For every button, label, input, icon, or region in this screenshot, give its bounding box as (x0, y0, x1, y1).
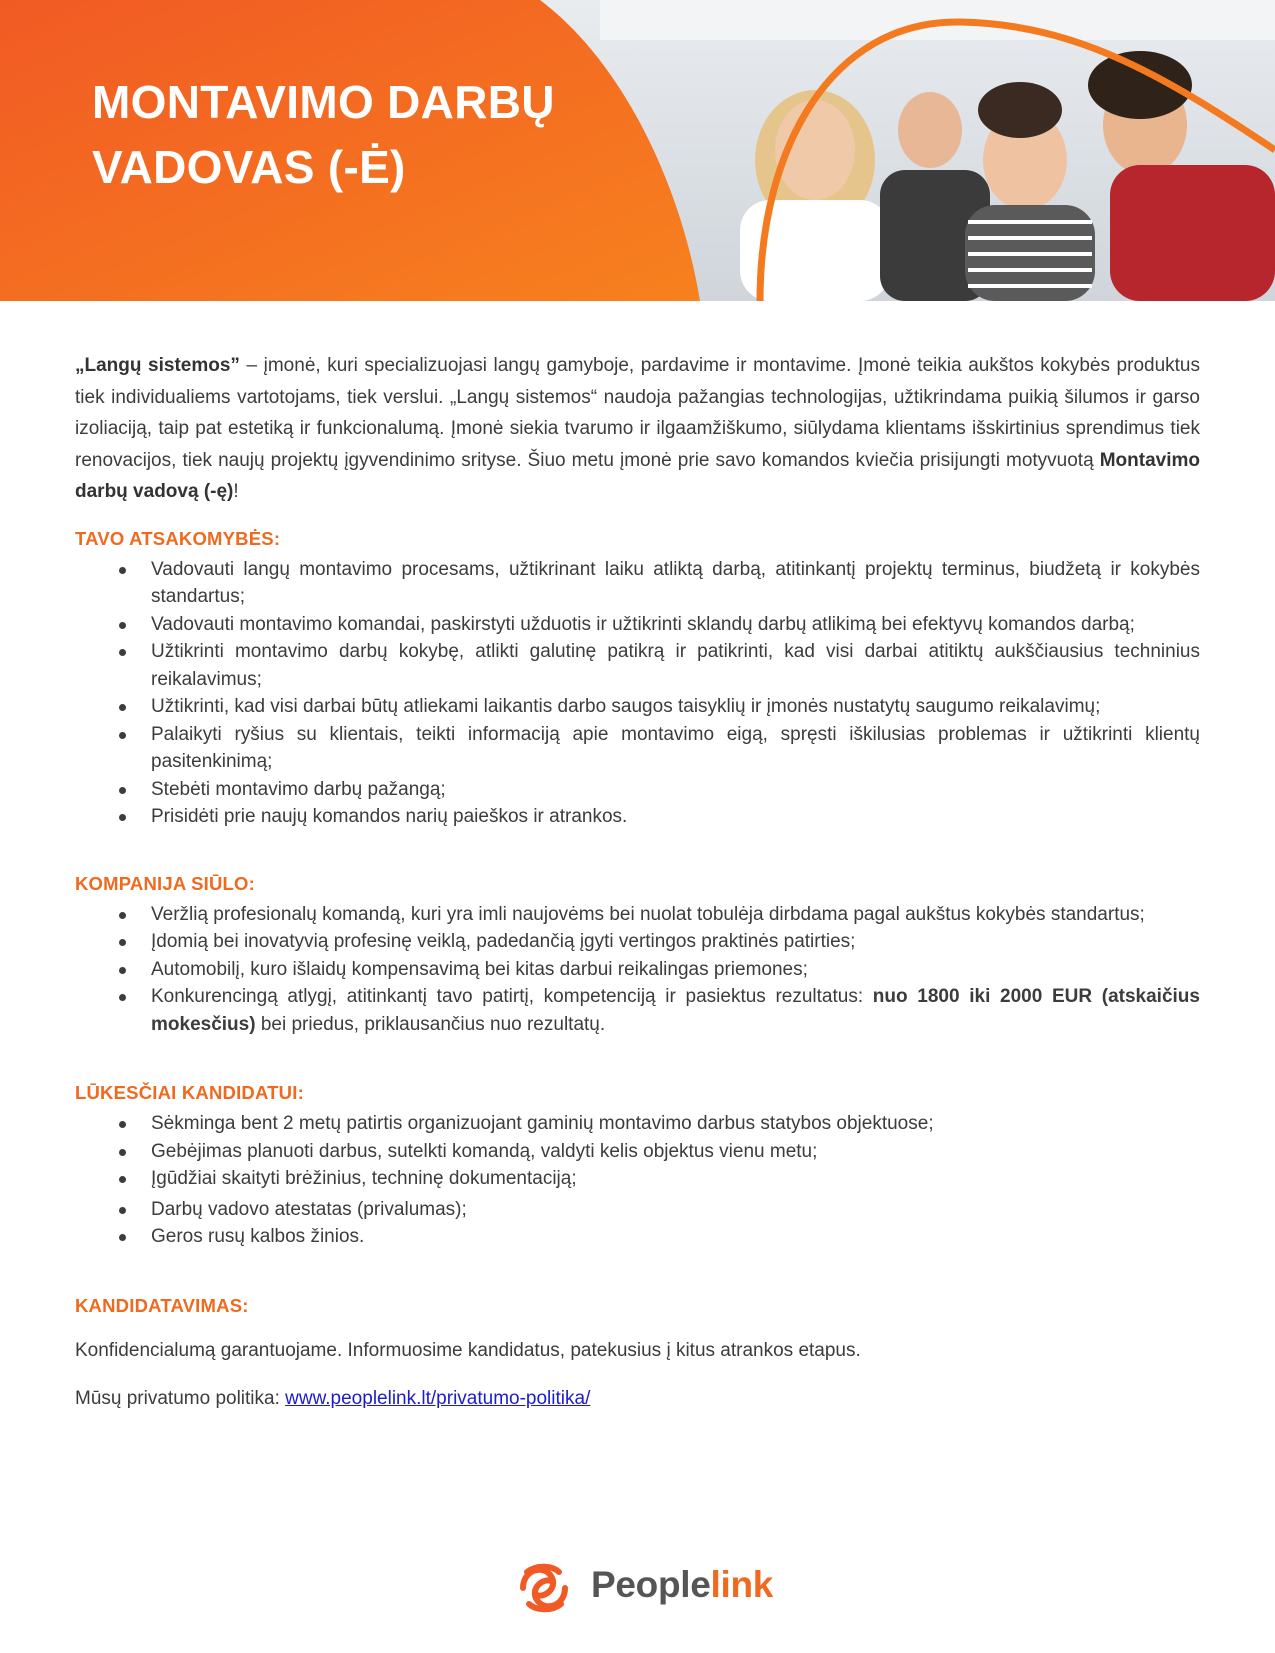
apply-text: Konfidencialumą garantuojame. Informuosime kandidatus, patekusius į kitus atrankos etapus. (75, 1339, 861, 1361)
logo-wordmark (591, 1564, 773, 1606)
list-item: Automobilį, kuro išlaidų kompensavimą bei kitas darbui reikalingas priemones; (75, 956, 1200, 984)
list-item: Užtikrinti, kad visi darbai būtų atliekami laikantis darbo saugos taisyklių ir įmonės nustatytų saugumo reikalavimų; (75, 693, 1200, 721)
peoplelink-logo (513, 1558, 773, 1618)
salary-text: Konkurencingą atlygį, atitinkantį tavo patirtį, kompetenciją ir pasiektus rezultatus: (151, 986, 873, 1007)
privacy-policy-link[interactable]: www.peoplelink.lt/privatumo-politika/ (285, 1387, 591, 1409)
company-name: „Langų sistemos” (75, 355, 240, 376)
job-title (92, 70, 555, 200)
list-item: Vadovauti langų montavimo procesams, užtikrinant laiku atliktą darbą, atitinkantį projektų terminus, biudžetą ir kokybės standartus; (75, 556, 1200, 611)
header-banner (0, 0, 1275, 301)
list-item: Geros rusų kalbos žinios. (75, 1223, 1200, 1251)
privacy-line (75, 1385, 1200, 1413)
privacy-label: Mūsų privatumo politika: (75, 1387, 286, 1409)
responsibilities-list (75, 556, 1200, 831)
intro-text: – įmonė, kuri specializuojasi langų gamyboje, pardavime ir montavime. Įmonė teikia aukštos kokybės produktus tiek individualiems vartotojams, tiek verslui. „Langų sistemos“ naudoja pažangias technologijas, užtikrindama puikią šilumos ir garso izoliaciją, taip pat estetiką ir funkcionalumą. Įmonė siekia tvarumo ir ilgaamžiškumo, siūlydama klientams išskirtinius sprendimus tiek renovacijos, tiek naujų projektų įgyvendinimo srityse. Šiuo metu įmonė prie savo komandos kviečia prisijungti motyvuotą (75, 355, 1200, 471)
list-item: Sėkminga bent 2 metų patirtis organizuojant gaminių montavimo darbus statybos objektuose; (75, 1110, 1200, 1138)
intro-paragraph (75, 350, 1200, 508)
apply-title: KANDIDATAVIMAS: (75, 1294, 249, 1316)
expectations-title: LŪKESČIAI KANDIDATUI: (75, 1082, 304, 1103)
job-title-line1: MONTAVIMO DARBŲ (92, 76, 555, 128)
main-content (75, 350, 1200, 1413)
list-item: Įdomią bei inovatyvią profesinę veiklą, padedančią įgyti vertingos praktinės patirties; (75, 928, 1200, 956)
offer-list (75, 901, 1200, 1039)
list-item: Vadovauti montavimo komandai, paskirstyti užduotis ir užtikrinti sklandų darbų atlikimą bei efektyvų komandos darbą; (75, 611, 1200, 639)
expectations-list (75, 1110, 1200, 1251)
logo-part2: link (710, 1564, 774, 1605)
list-item: Veržlią profesionalų komandą, kuri yra imli naujovėms bei nuolat tobulėja dirbdama pagal aukštus kokybės standartus; (75, 901, 1200, 929)
salary-item (75, 983, 1200, 1038)
logo-part1: People (591, 1564, 711, 1605)
job-title-line2: VADOVAS (-Ė) (92, 141, 406, 193)
list-item: Darbų vadovo atestatas (privalumas); (75, 1196, 1200, 1224)
list-item: Palaikyti ryšius su klientais, teikti informaciją apie montavimo eigą, spręsti iškilusias problemas ir užtikrinti klientų pasitenkinimą; (75, 721, 1200, 776)
list-item: Užtikrinti montavimo darbų kokybę, atlikti galutinę patikrą ir patikrinti, kad visi darbai atitiktų aukščiausius techninius reikalavimus; (75, 638, 1200, 693)
list-item: Prisidėti prie naujų komandos narių paieškos ir atrankos. (75, 803, 1200, 831)
peoplelink-knot-icon (513, 1558, 575, 1618)
responsibilities-title: TAVO ATSAKOMYBĖS: (75, 527, 281, 549)
list-item: Stebėti montavimo darbų pažangą; (75, 776, 1200, 804)
salary-amount: nuo 1800 iki 2000 EUR (atskaičius mokesčius) (151, 986, 1200, 1035)
offer-title: KOMPANIJA SIŪLO: (75, 872, 255, 894)
salary-end: bei priedus, priklausančius nuo rezultatų. (255, 1013, 606, 1035)
list-item: Įgūdžiai skaityti brėžinius, techninę dokumentaciją; (75, 1165, 1200, 1193)
list-item: Gebėjimas planuoti darbus, sutelkti komandą, valdyti kelis objektus vienu metu; (75, 1138, 1200, 1166)
intro-end: ! (233, 481, 239, 502)
position-name: Montavimo darbų vadovą (-ę) (75, 449, 1200, 502)
